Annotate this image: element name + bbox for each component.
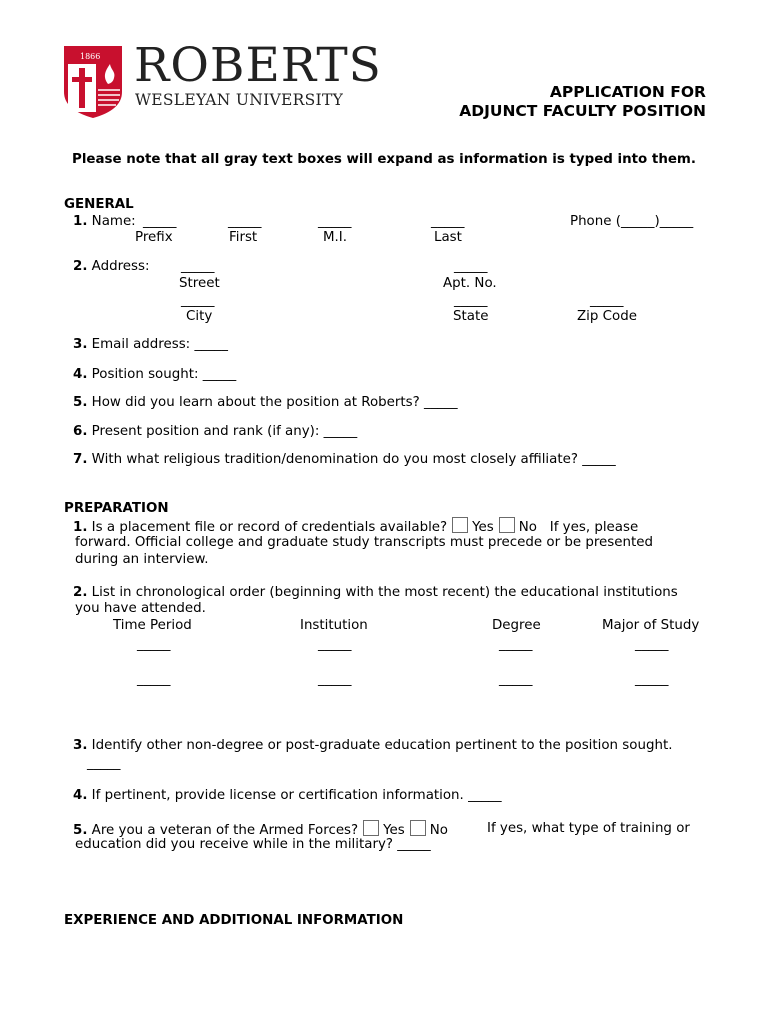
veteran-yes-checkbox[interactable] (363, 820, 379, 836)
prep-q5-line1: 5. Are you a veteran of the Armed Forces? Yes No (73, 820, 448, 839)
prep-q2-line2: you have attended. (75, 601, 206, 616)
veteran-no-checkbox[interactable] (410, 820, 426, 836)
prep-q1-line2: forward. Official college and graduate study transcripts must precede or be presented (75, 535, 653, 550)
city-label: City (186, 309, 213, 324)
name-mi-field[interactable]: _____ (318, 214, 352, 229)
prep-q1-line1: 1. Is a placement file or record of credentials available? Yes No If yes, please (73, 517, 638, 536)
name-prefix-label: Prefix (135, 230, 173, 245)
section-preparation-heading: PREPARATION (64, 501, 169, 516)
q1-name-label: 1. Name: (73, 214, 136, 229)
present-position-field[interactable]: _____ (323, 424, 358, 439)
name-prefix-field[interactable]: _____ (143, 214, 177, 229)
logo-wordmark: ROBERTS (134, 38, 382, 93)
form-title-line1: APPLICATION FOR (549, 83, 706, 101)
state-field[interactable]: _____ (454, 293, 488, 308)
row2-institution-field[interactable]: _____ (318, 672, 352, 687)
logo-subname: WESLEYAN UNIVERSITY (135, 91, 344, 109)
q6-present-position: 6. Present position and rank (if any): _____ (73, 424, 358, 439)
col-time-period: Time Period (113, 618, 192, 633)
row2-degree-field[interactable]: _____ (499, 672, 533, 687)
col-major: Major of Study (602, 618, 700, 633)
name-mi-label: M.I. (323, 230, 348, 245)
col-institution: Institution (300, 618, 368, 633)
phone-area-code-field[interactable]: _____ (620, 214, 655, 229)
name-first-label: First (229, 230, 258, 245)
q4-position: 4. Position sought: _____ (73, 367, 237, 382)
religion-field[interactable]: _____ (582, 452, 616, 467)
prep-q2-line1: 2. List in chronological order (beginning with the most recent) the educational institutions (73, 585, 678, 600)
prep-q5-text-b: If yes, what type of training or (487, 821, 690, 836)
row2-time-field[interactable]: _____ (137, 672, 171, 687)
zip-field[interactable]: _____ (590, 293, 624, 308)
q7-religion: 7. With what religious tradition/denomination do you most closely affiliate? _____ (73, 452, 616, 467)
zip-label: Zip Code (577, 309, 637, 324)
row1-institution-field[interactable]: _____ (318, 637, 352, 652)
university-shield-logo (64, 46, 122, 118)
prep-q3: 3. Identify other non-degree or post-graduate education pertinent to the position sought. (73, 738, 673, 753)
prep-q5-line2: education did you receive while in the military? _____ (75, 837, 431, 852)
apt-label: Apt. No. (443, 276, 497, 291)
state-label: State (453, 309, 489, 324)
military-training-field[interactable]: _____ (397, 837, 431, 852)
license-field[interactable]: _____ (468, 788, 502, 803)
other-education-field[interactable]: _____ (87, 756, 121, 771)
row1-degree-field[interactable]: _____ (499, 637, 533, 652)
q5-learn: 5. How did you learn about the position at Roberts? _____ (73, 395, 458, 410)
prep-q4: 4. If pertinent, provide license or certification information. _____ (73, 788, 502, 803)
phone-field-group: Phone (_____)_____ (570, 214, 694, 229)
city-field[interactable]: _____ (181, 293, 215, 308)
credentials-yes-checkbox[interactable] (452, 517, 468, 533)
learn-source-field[interactable]: _____ (424, 395, 458, 410)
logo-year: 1866 (80, 52, 101, 61)
name-last-label: Last (434, 230, 462, 245)
name-first-field[interactable]: _____ (228, 214, 262, 229)
section-experience-heading: EXPERIENCE AND ADDITIONAL INFORMATION (64, 913, 404, 928)
phone-number-field[interactable]: _____ (659, 214, 694, 229)
email-field[interactable]: _____ (194, 337, 228, 352)
q2-address-label: 2. Address: (73, 259, 150, 274)
street-label: Street (179, 276, 220, 291)
instructions-note: Please note that all gray text boxes will expand as information is typed into them. (72, 152, 696, 167)
name-last-field[interactable]: _____ (431, 214, 465, 229)
street-field[interactable]: _____ (181, 259, 215, 274)
prep-q1-line3: during an interview. (75, 552, 209, 567)
section-general-heading: GENERAL (64, 197, 134, 212)
form-title-line2: ADJUNCT FACULTY POSITION (459, 102, 706, 120)
row1-major-field[interactable]: _____ (635, 637, 669, 652)
row1-time-field[interactable]: _____ (137, 637, 171, 652)
q3-email: 3. Email address: _____ (73, 337, 228, 352)
position-field[interactable]: _____ (202, 367, 237, 382)
row2-major-field[interactable]: _____ (635, 672, 669, 687)
apt-field[interactable]: _____ (454, 259, 488, 274)
credentials-no-checkbox[interactable] (499, 517, 515, 533)
col-degree: Degree (492, 618, 541, 633)
